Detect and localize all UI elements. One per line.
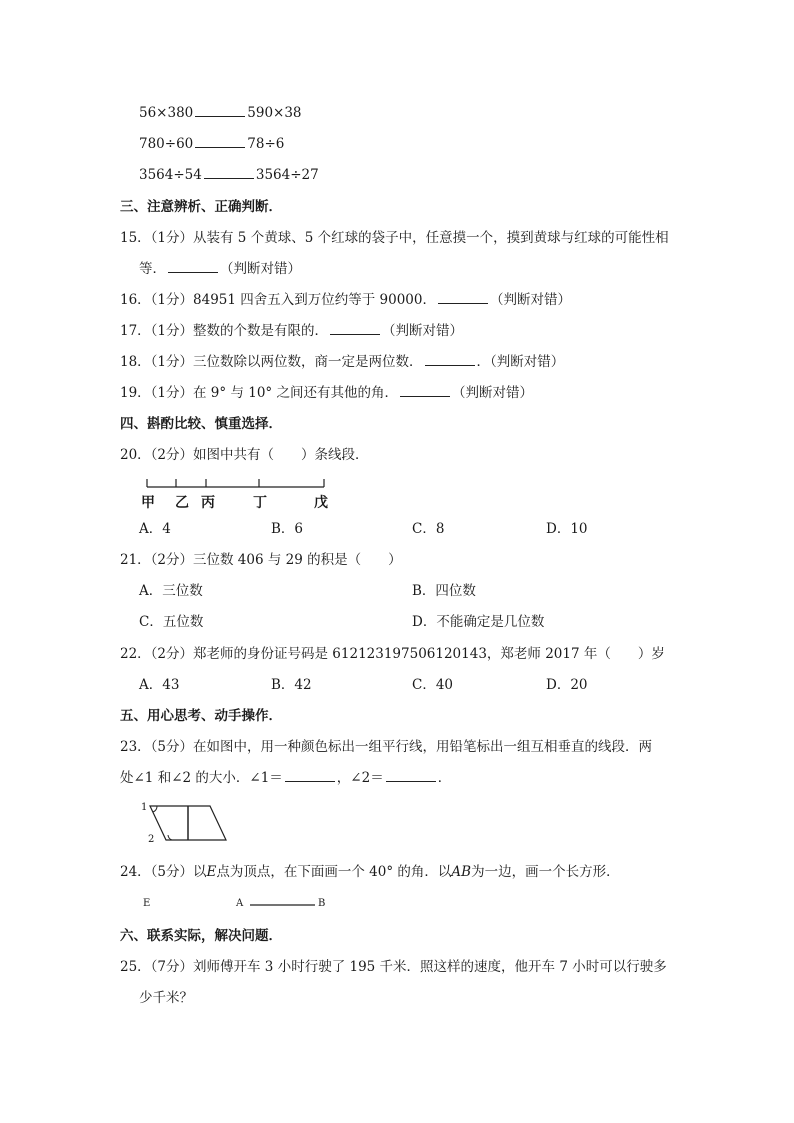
q22-option-d[interactable]: D．20: [546, 677, 588, 693]
question-25-line-1: 25．（7分）刘师傅开车 3 小时行驶了 195 千米．照这样的速度，他开车 7 小时可以行驶多: [120, 959, 667, 975]
point-a-label: A: [236, 898, 244, 909]
question-18-hint: ．（判断对错）: [476, 354, 565, 370]
compare-right: 78÷6: [247, 136, 285, 152]
segment-ab-ref: AB: [451, 864, 472, 880]
compare-left: 56×380: [139, 105, 194, 121]
q22-option-a[interactable]: A．43: [139, 677, 180, 693]
point-b-label: B: [318, 898, 326, 909]
section-5-title: 五、用心思考、动手操作．: [120, 708, 282, 724]
question-21-stem: 21．（2分）三位数 406 与 29 的积是（ ）: [120, 552, 402, 568]
q21-option-b[interactable]: B．四位数: [412, 583, 476, 599]
question-15-hint: （判断对错）: [220, 261, 301, 277]
q21-option-c[interactable]: C．五位数: [139, 614, 204, 630]
question-15-text: 等．: [139, 261, 166, 277]
q21-option-d[interactable]: D．不能确定是几位数: [412, 614, 545, 630]
compare-right: 3564÷27: [255, 167, 319, 183]
question-24-text: 24．（5分）以: [120, 864, 207, 880]
question-18-text: 18．（1分）三位数除以两位数，商一定是两位数．: [120, 354, 423, 370]
question-15-line-1: 15．（1分）从装有 5 个黄球、5 个红球的袋子中，任意摸一个，摸到黄球与红球的可能性相: [120, 230, 669, 246]
question-23-text: ．: [437, 770, 452, 786]
point-label-wu: 戊: [314, 495, 328, 511]
point-label-ding: 丁: [253, 495, 267, 511]
question-19-text: 19．（1分）在 9° 与 10° 之间还有其他的角．: [120, 385, 398, 401]
compare-right: 590×38: [247, 105, 302, 121]
q20-option-d[interactable]: D．10: [546, 521, 588, 537]
point-label-bing: 丙: [201, 495, 215, 511]
question-25-line-2: 少千米？: [139, 990, 193, 1006]
section-3-title: 三、注意辨析、正确判断．: [120, 199, 282, 215]
point-label-jia: 甲: [141, 495, 155, 511]
point-e-ref: E: [206, 864, 217, 880]
question-23-text: 处∠1 和∠2 的大小．∠1＝: [120, 770, 283, 786]
q20-option-c[interactable]: C．8: [412, 521, 445, 537]
q22-option-b[interactable]: B．42: [271, 677, 312, 693]
point-label-yi: 乙: [175, 495, 189, 511]
section-4-title: 四、斟酌比较、慎重选择．: [120, 416, 282, 432]
point-e-label: E: [143, 898, 151, 909]
question-24-text: 点为顶点，在下面画一个 40° 的角．以: [216, 864, 452, 880]
question-16-text: 16．（1分）84951 四舍五入到万位约等于 90000．: [120, 292, 436, 308]
q22-option-c[interactable]: C．40: [412, 677, 454, 693]
question-16-hint: （判断对错）: [490, 292, 571, 308]
question-19-hint: （判断对错）: [451, 385, 533, 401]
angle-2-label: 2: [148, 834, 155, 845]
question-17-text: 17．（1分）整数的个数是有限的．: [120, 323, 329, 339]
compare-left: 780÷60: [139, 136, 194, 152]
section-6-title: 六、联系实际，解决问题．: [120, 928, 282, 944]
question-24-text: 为一边，画一个长方形．: [471, 864, 620, 880]
question-22-stem: 22．（2分）郑老师的身份证号码是 612123197506120143，郑老师 2017 年（ ）岁: [120, 646, 665, 662]
angle-1-label: 1: [141, 802, 148, 813]
question-23-line-1: 23．（5分）在如图中，用一种颜色标出一组平行线，用铅笔标出一组互相垂直的线段．两: [120, 739, 653, 755]
q20-option-a[interactable]: A．4: [139, 521, 171, 537]
q20-option-b[interactable]: B．6: [271, 521, 304, 537]
question-23-text: ，∠2＝: [336, 770, 384, 786]
question-20-stem: 20．（2分）如图中共有（ ）条线段．: [120, 447, 369, 463]
q21-option-a[interactable]: A．三位数: [139, 583, 203, 599]
question-17-hint: （判断对错）: [382, 323, 464, 339]
compare-left: 3564÷54: [139, 167, 202, 183]
